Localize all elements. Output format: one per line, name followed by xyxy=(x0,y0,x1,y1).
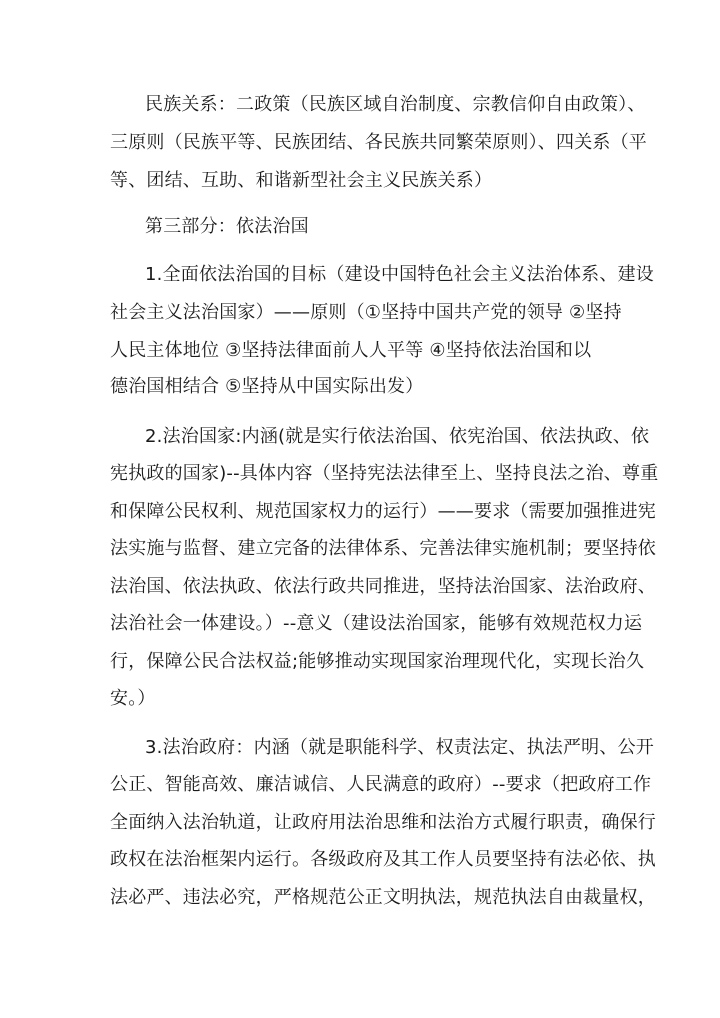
ethnic-relations-line-3: 等、团结、互助、和谐新型社会主义民族关系） xyxy=(110,170,493,191)
item-2-line-8: 安。） xyxy=(110,688,156,709)
ethnic-relations-line-1: 民族关系：二政策（民族区域自治制度、宗教信仰自由政策）、 xyxy=(145,94,646,115)
item-1-line-4: 德治国相结合 ⑤坚持从中国实际出发） xyxy=(110,376,424,397)
item-2-line-2: 宪执政的国家)--具体内容（坚持宪法法律至上、坚持良法之治、尊重 xyxy=(110,463,659,484)
item-2-line-3: 和保障公民权利、规范国家权力的运行）——要求（需要加强推进宪 xyxy=(110,501,656,522)
item-3-line-2: 公正、智能高效、廉洁诚信、人民满意的政府）--要求（把政府工作 xyxy=(110,774,652,795)
item-3-line-1: 3.法治政府：内涵（就是职能科学、权责法定、执法严明、公开 xyxy=(145,737,654,758)
ethnic-relations-line-2: 三原则（民族平等、民族团结、各民族共同繁荣原则）、四关系（平 xyxy=(110,132,647,153)
item-2-line-6: 法治社会一体建设。）--意义（建设法治国家，能够有效规范权力运 xyxy=(110,613,643,634)
item-1-line-3: 人民主体地位 ③坚持法律面前人人平等 ④坚持依法治国和以 xyxy=(110,340,592,361)
item-3-line-4: 政权在法治框架内运行。各级政府及其工作人员要坚持有法必依、执 xyxy=(110,849,656,870)
item-3-line-5: 法必严、违法必究，严格规范公正文明执法，规范执法自由裁量权， xyxy=(110,887,656,908)
item-3-line-3: 全面纳入法治轨道，让政府用法治思维和法治方式履行职责，确保行 xyxy=(110,812,656,833)
item-2-line-5: 法治国、依法执政、依法行政共同推进，坚持法治国家、法治政府、 xyxy=(110,576,656,597)
item-1-line-1: 1.全面依法治国的目标（建设中国特色社会主义法治体系、建设 xyxy=(145,264,654,285)
part-three-heading: 第三部分：依法治国 xyxy=(145,216,309,237)
item-2-line-7: 行，保障公民合法权益;能够推动实现国家治理现代化，实现长治久 xyxy=(110,651,645,672)
item-2-line-4: 法实施与监督、建立完备的法律体系、完善法律实施机制；要坚持依 xyxy=(110,538,656,559)
item-1-line-2: 社会主义法治国家）——原则（①坚持中国共产党的领导 ②坚持 xyxy=(110,302,622,323)
item-2-line-1: 2.法治国家:内涵(就是实行依法治国、依宪治国、依法执政、依 xyxy=(145,426,650,447)
